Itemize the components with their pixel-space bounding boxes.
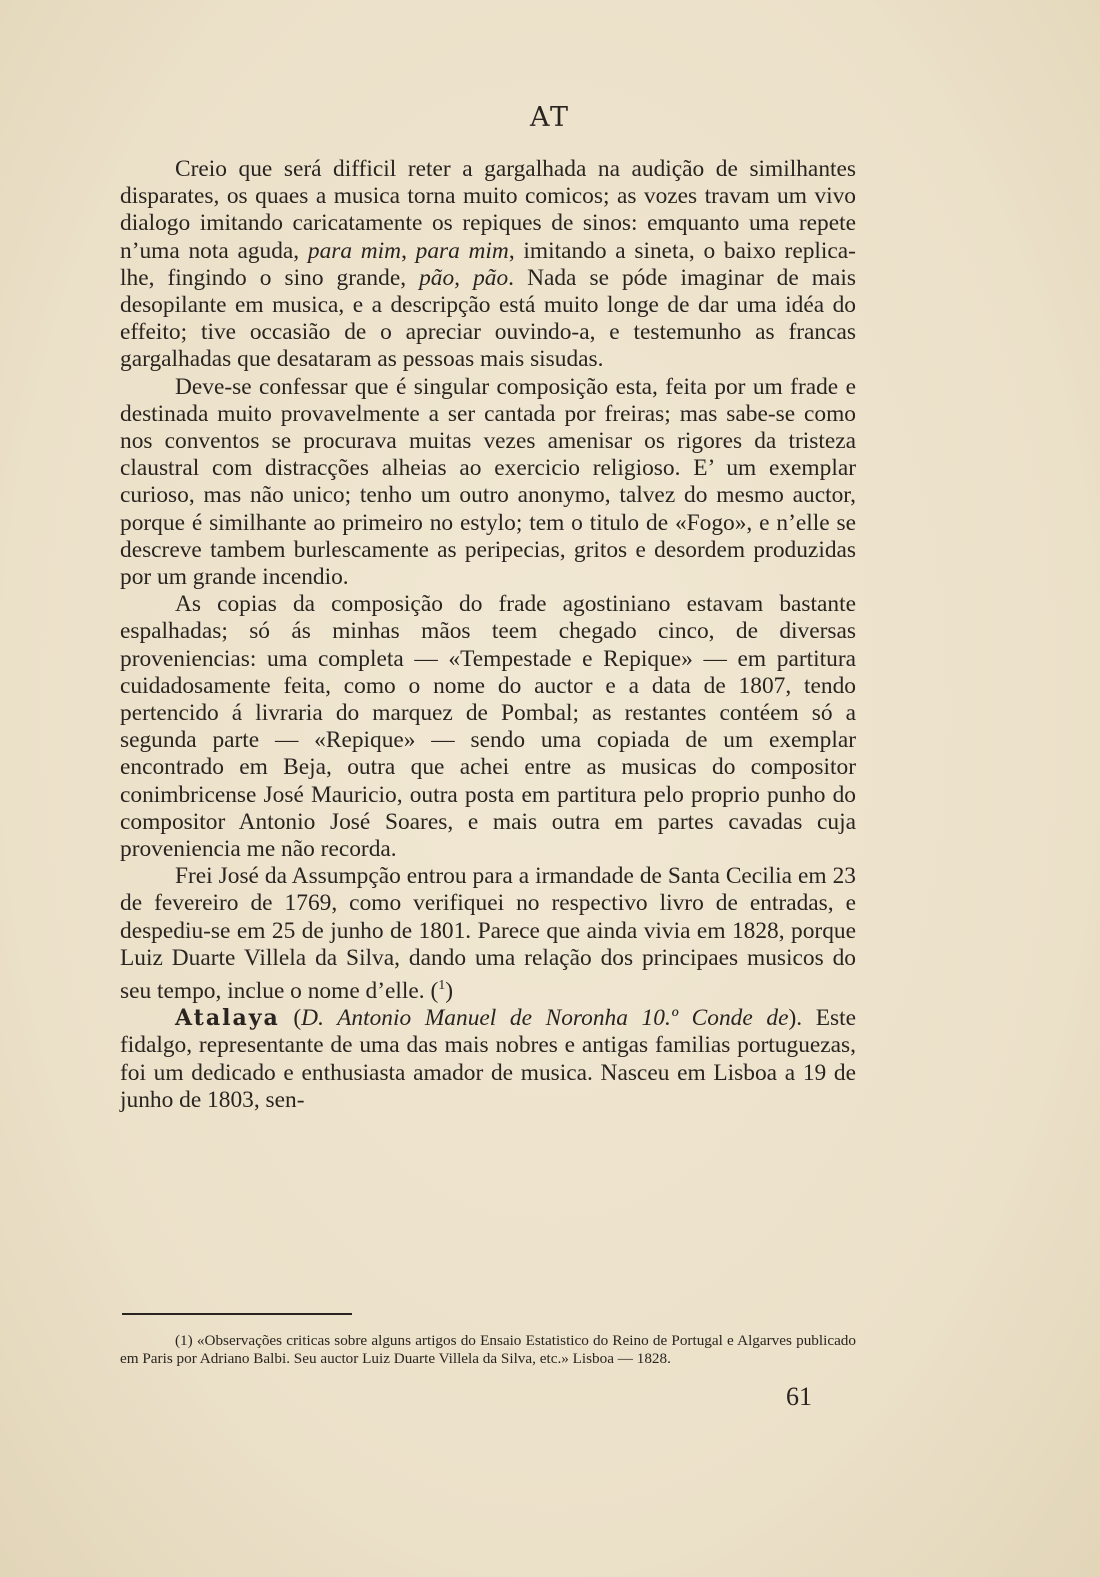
page-number: 61: [786, 1382, 812, 1411]
text-run: . Nada se póde imaginar de mais desopilante em musica, e a descripção está muito longe de dar uma idéa do effeito; tive occasião de o apreciar ouvindo-a, e testemunho as francas gargalhadas que desataram as pessoas mais sisudas.: [120, 264, 856, 373]
text-run: ,: [401, 237, 416, 264]
paragraph: [120, 591, 856, 863]
footnote-divider: [122, 1313, 352, 1315]
italic-text: para mim: [415, 237, 509, 264]
running-head: AT: [529, 102, 571, 133]
text-run: ). Este fidalgo, representante de uma das mais nobres e antigas familias portuguezas, foi um dedicado e enthusiasta amador de musica. Nasceu em Lisboa a 19 de junho de 1803, sen-: [120, 1005, 856, 1113]
footnote: (1) «Observações criticas sobre alguns artigos do Ensaio Estatistico do Reino de Portugal e Algarves publicado em Paris por Adriano Balbi. Seu auctor Luiz Duarte Villela da Silva, etc.» Lisboa — 1828.: [120, 1332, 856, 1367]
paragraph: [120, 1005, 856, 1114]
italic-text: para mim: [307, 237, 402, 264]
entry-heading: Atalaya: [175, 1005, 280, 1032]
paragraph: [120, 863, 856, 1005]
footnotes: [120, 1332, 856, 1367]
body-text: [120, 156, 856, 1114]
italic-text: pão, pão: [419, 264, 509, 291]
paragraph: [120, 374, 856, 592]
text-run: Creio que será difficil reter a gargalhada na audição de similhantes disparates, os quaes a musica torna muito comicos; as vozes travam um vivo dialogo imitando caricatamente os repiques de sinos: emquanto uma repete n’uma nota aguda,: [120, 156, 856, 264]
italic-text: D. Antonio Manuel de Noronha 10.º Conde de: [301, 1005, 789, 1032]
text-run: , imitando a sineta, o baixo replica-lhe, fingindo o sino grande,: [120, 237, 856, 291]
text-run: As copias da composição do frade agostiniano estavam bastante espalhadas; só ás minhas mãos teem chegado cinco, de diversas proveniencias: uma completa — «Tempestade e Repique» — em partitura cuidadosamente feita, como o nome do auctor e a data de 1807, tendo pertencido á livraria do marquez de Pombal; as restantes contéem só a segunda parte — «Repique» — sendo uma copiada de um exemplar encontrado em Beja, outra que achei entre as musicas do compositor conimbricense José Mauricio, outra posta em partitura pelo proprio punho do compositor Antonio José Soares, e mais outra em partes cavadas cuja proveniencia me não recorda.: [120, 591, 856, 863]
text-run: ): [445, 977, 454, 1004]
text-run: Deve-se confessar que é singular composição esta, feita por um frade e destinada muito provavelmente a ser cantada por freiras; mas sabe-se como nos conventos se procurava muitas vezes amenisar os rigores da tristeza claustral com distracções alheias ao exercicio religioso. E’ um exemplar curioso, mas não unico; tenho um outro anonymo, talvez do mesmo auctor, porque é similhante ao primeiro no estylo; tem o titulo de «Fogo», e n’elle se descreve tambem burlescamente as peripecias, gritos e desordem produzidas por um grande incendio.: [120, 373, 856, 591]
paragraph: [120, 156, 856, 374]
text-run: (: [279, 1005, 302, 1032]
footnote-marker: 1: [438, 977, 446, 994]
text-run: Frei José da Assumpção entrou para a irmandade de Santa Cecilia em 23 de fevereiro de 1769, como verifiquei no respectivo livro de entradas, e despediu-se em 25 de junho de 1801. Parece que ainda vivia em 1828, porque Luiz Duarte Villela da Silva, dando uma relação dos principaes musicos do seu tempo, inclue o nome d’elle. (: [120, 863, 856, 1004]
